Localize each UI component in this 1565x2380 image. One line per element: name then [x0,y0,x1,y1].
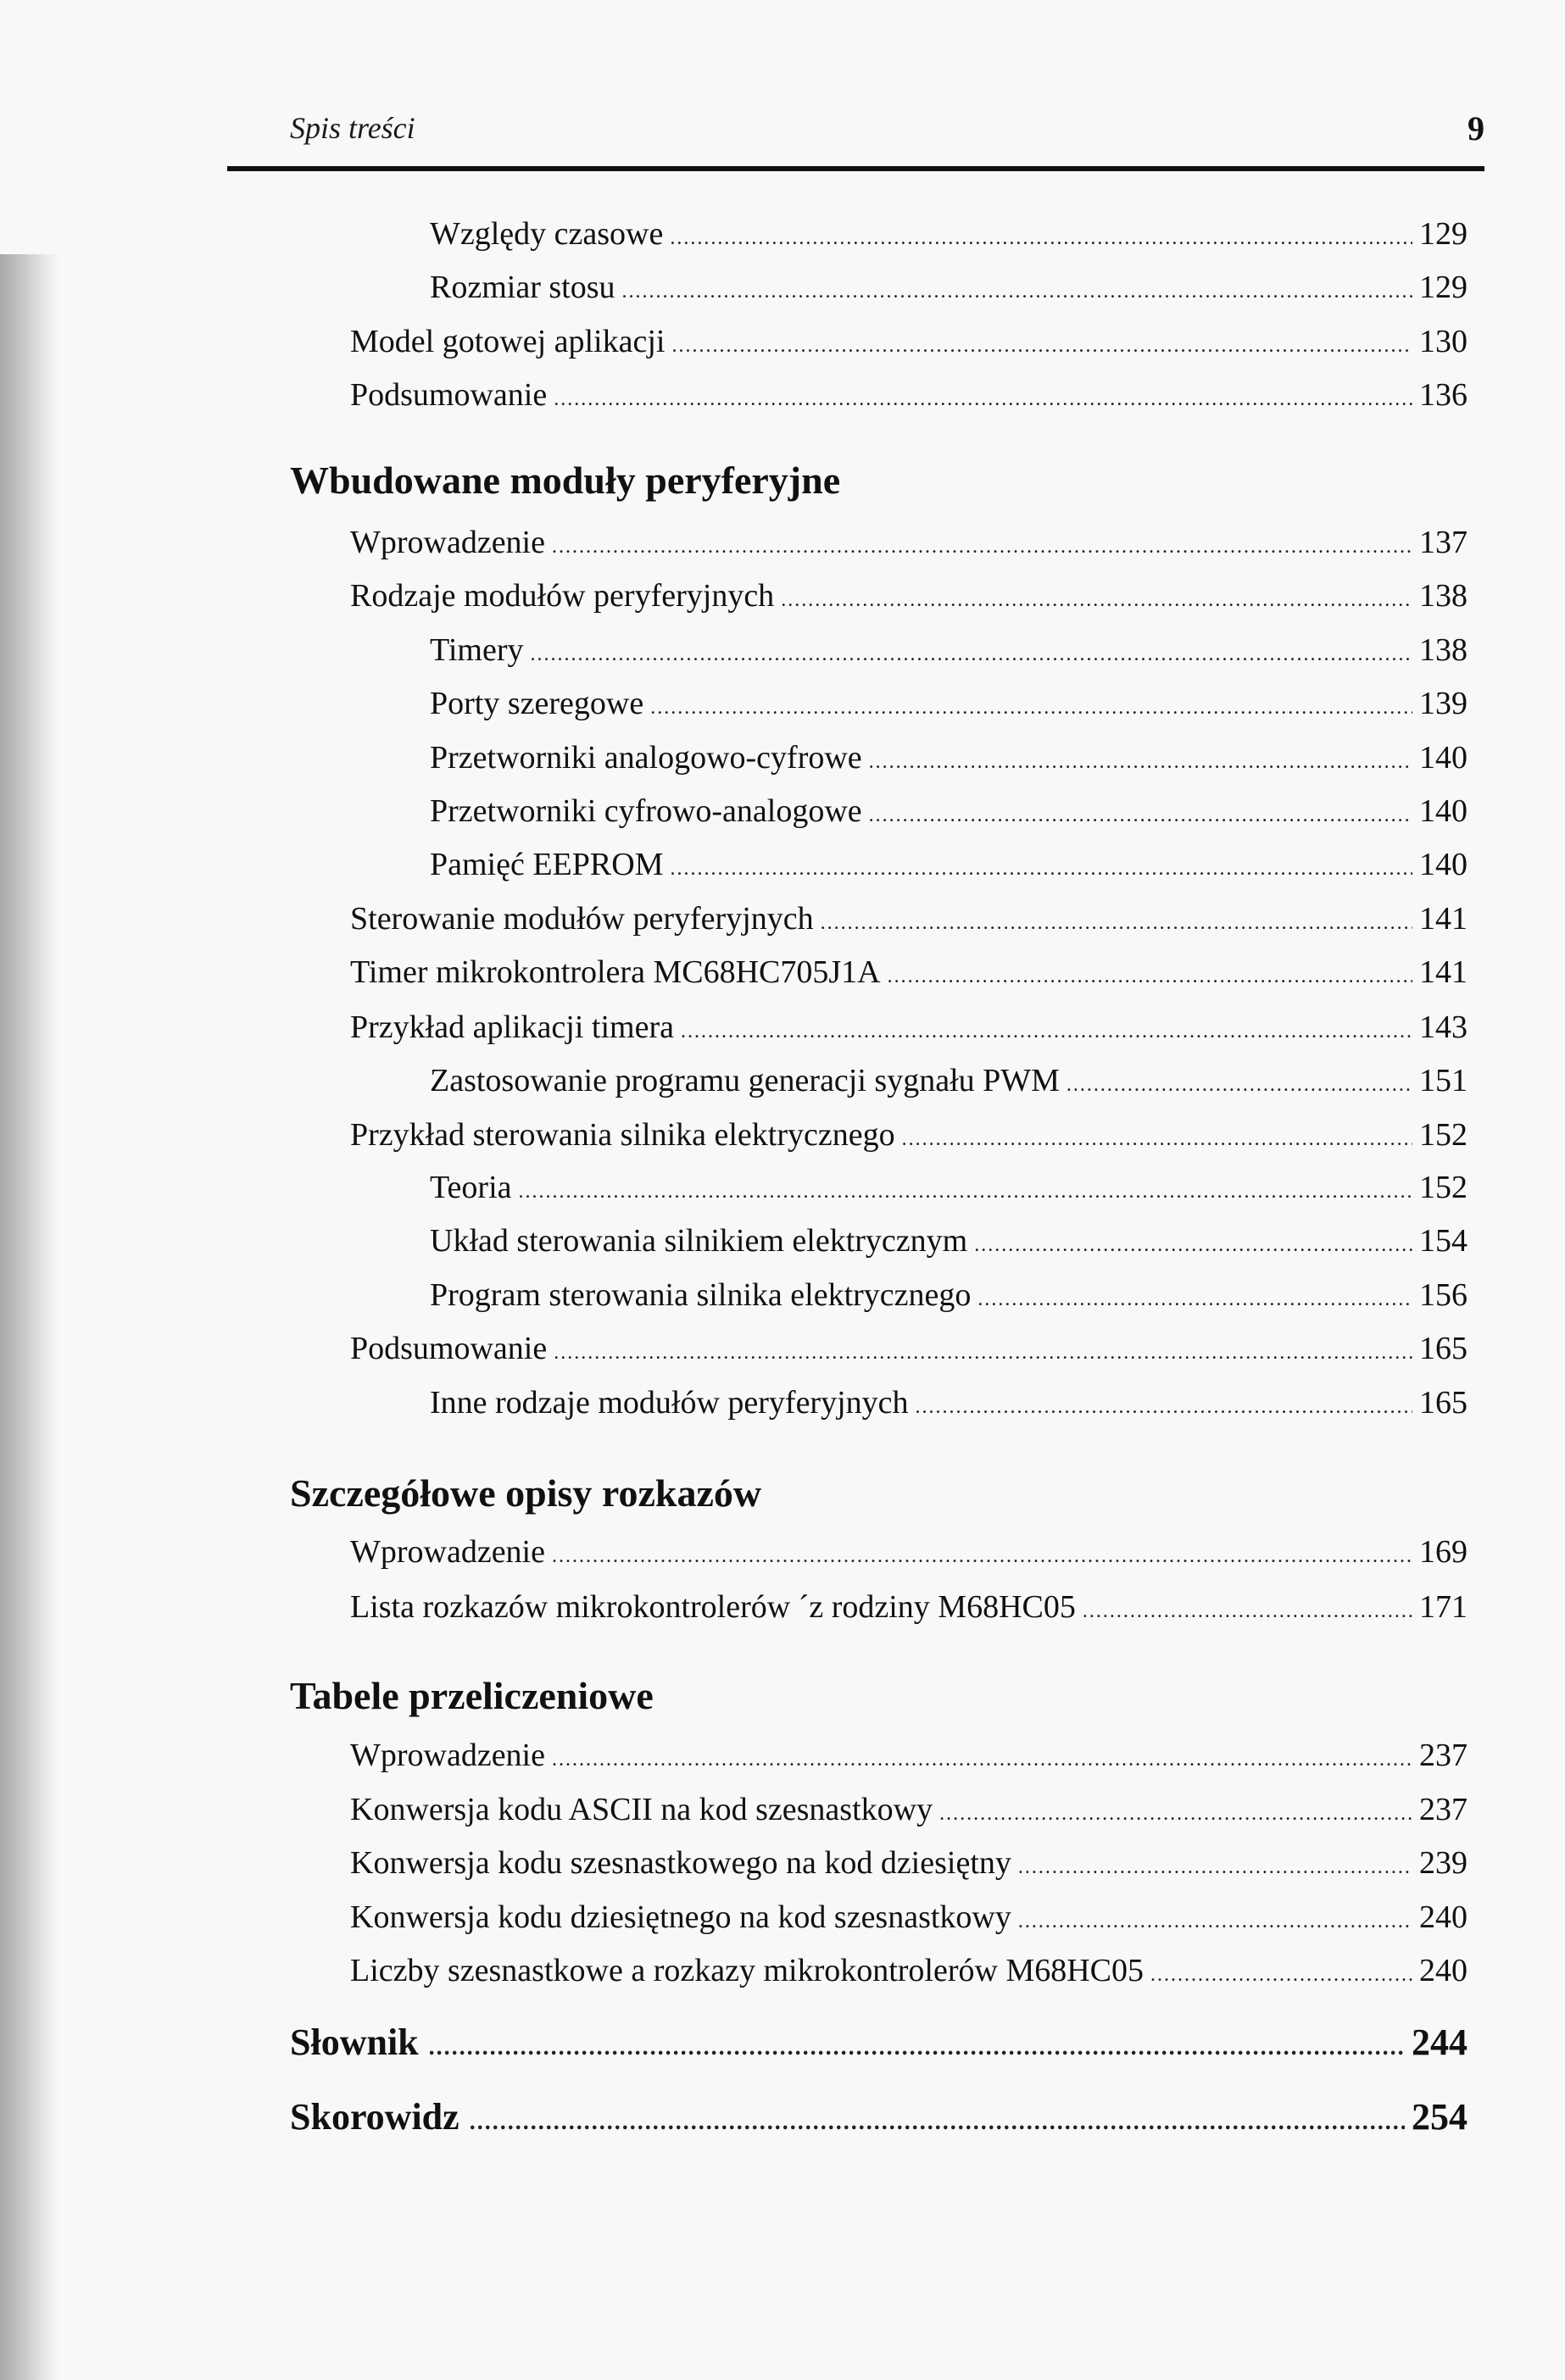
toc-entry[interactable] [350,1730,1468,1781]
toc-entry-page: 136 [1419,377,1468,413]
dot-leader [939,1788,1412,1839]
toc-entry-label: Porty szeregowe [430,686,644,721]
dot-leader [531,629,1412,680]
dot-leader [1083,1586,1412,1637]
toc-entry-label: Przetworniki cyfrowo-analogowe [430,793,862,829]
toc-entry-page: 130 [1419,324,1468,359]
dot-leader [1150,1949,1412,2000]
toc-entry[interactable] [350,893,1468,944]
toc-entry-page: 141 [1419,901,1468,937]
toc-entry-label: Konwersja kodu ASCII na kod szesnastkowy [350,1792,933,1827]
toc-entry[interactable] [350,947,1468,998]
toc-entry-page: 171 [1419,1589,1468,1625]
toc-entry-label: Przykład sterowania silnika elektrycznego [350,1117,895,1153]
dot-leader [869,790,1412,841]
toc-entry-label: Względy czasowe [430,216,664,252]
toc-entry-page: 138 [1419,578,1468,614]
toc-entry-label: Podsumowanie [350,377,548,413]
toc-entry[interactable] [430,1270,1468,1321]
toc-entry-label: Rozmiar stosu [430,270,615,305]
toc-entry[interactable] [430,1215,1468,1266]
toc-entry[interactable] [350,517,1468,568]
dot-leader [470,2097,1405,2148]
dot-leader [429,2022,1405,2073]
toc-entry[interactable] [430,262,1468,313]
toc-entry-label: Słownik [290,2021,419,2063]
toc-entry[interactable] [350,1582,1468,1632]
toc-entry-page: 165 [1419,1331,1468,1366]
toc-entry[interactable] [350,1892,1468,1943]
dot-leader [781,575,1412,626]
toc-entry-label: Konwersja kodu szesnastkowego na kod dziesiętny [350,1845,1011,1881]
dot-leader [974,1220,1412,1271]
toc-entry[interactable] [350,1838,1468,1888]
toc-entry-label: Sterowanie modułów peryferyjnych [350,901,814,937]
toc-entry[interactable] [430,678,1468,729]
toc-entry-page: 237 [1419,1738,1468,1773]
toc-entry-page: 141 [1419,954,1468,990]
toc-top-entry[interactable] [290,2017,1468,2068]
toc-entry-label: Program sterowania silnika elektrycznego [430,1277,972,1313]
toc-entry-label: Liczby szesnastkowe a rozkazy mikrokontrolerów M68HC05 [350,1953,1145,1988]
toc-entry-label: Zastosowanie programu generacji sygnału PWM [430,1063,1060,1098]
toc-entry-page: 140 [1419,740,1468,776]
toc-entry[interactable] [430,1162,1468,1213]
dot-leader [1018,1896,1412,1947]
toc-entry-page: 140 [1419,793,1468,829]
toc-entry[interactable] [350,1109,1468,1160]
dot-leader [554,1327,1412,1378]
toc-entry-page: 140 [1419,847,1468,882]
page-number: 9 [1468,109,1484,147]
header-rule [227,166,1484,171]
dot-leader [1067,1059,1412,1110]
toc-entry-page: 143 [1419,1009,1468,1045]
section-heading[interactable]: Wbudowane moduły peryferyjne [290,459,841,502]
toc-entry-label: Rodzaje modułów peryferyjnych [350,578,775,614]
running-title: Spis treści [290,111,415,145]
toc-entry-page: 137 [1419,525,1468,560]
toc-entry-label: Konwersja kodu dziesiętnego na kod szesnastkowy [350,1899,1011,1935]
dot-leader [869,737,1412,787]
toc-entry-page: 129 [1419,270,1468,305]
toc-entry-page: 152 [1419,1117,1468,1153]
dot-leader [552,521,1412,572]
toc-entry-label: Inne rodzaje modułów peryferyjnych [430,1385,909,1421]
toc-entry-page: 151 [1419,1063,1468,1098]
toc-entry[interactable] [430,1055,1468,1106]
toc-entry-label: Przykład aplikacji timera [350,1009,674,1045]
dot-leader [821,898,1412,948]
toc-entry[interactable] [350,1784,1468,1835]
section-heading[interactable]: Szczegółowe opisy rozkazów [290,1471,762,1515]
toc-entry-label: Teoria [430,1170,512,1205]
toc-entry-page: 154 [1419,1223,1468,1259]
toc-entry-page: 254 [1412,2096,1468,2138]
dot-leader [902,1114,1412,1165]
dot-leader [977,1274,1412,1325]
section-heading[interactable]: Tabele przeliczeniowe [290,1674,654,1717]
page-binding-shadow [0,254,59,2380]
toc-entry-page: 169 [1419,1534,1468,1570]
toc-entry-page: 156 [1419,1277,1468,1313]
dot-leader [554,374,1412,425]
toc-entry[interactable] [430,1377,1468,1428]
dot-leader [681,1006,1412,1057]
dot-leader [519,1166,1412,1217]
toc-entry-label: Timery [430,632,524,668]
toc-entry[interactable] [430,839,1468,890]
toc-entry-label: Pamięć EEPROM [430,847,664,882]
toc-entry[interactable] [430,732,1468,783]
toc-entry-label: Lista rozkazów mikrokontrolerów ´z rodziny M68HC05 [350,1589,1076,1625]
toc-entry-label: Skorowidz [290,2096,459,2138]
toc-top-entry[interactable] [290,2092,1468,2143]
toc-entry[interactable] [350,370,1468,420]
toc-entry[interactable] [350,570,1468,621]
toc-entry[interactable] [430,209,1468,259]
dot-leader [888,951,1412,1002]
toc-entry[interactable] [350,1945,1468,1996]
toc-entry-label: Wprowadzenie [350,525,545,560]
toc-entry[interactable] [430,786,1468,837]
dot-leader [552,1531,1412,1582]
dot-leader [670,213,1412,264]
dot-leader [650,682,1412,733]
dot-leader [671,320,1412,371]
toc-entry-page: 152 [1419,1170,1468,1205]
dot-leader [621,266,1412,317]
toc-entry-page: 138 [1419,632,1468,668]
dot-leader [916,1382,1412,1432]
toc-entry-label: Timer mikrokontrolera MC68HC705J1A [350,954,881,990]
toc-entry[interactable] [430,625,1468,676]
toc-entry-label: Wprowadzenie [350,1534,545,1570]
toc-entry[interactable] [350,316,1468,367]
dot-leader [1018,1842,1412,1893]
toc-entry-page: 129 [1419,216,1468,252]
toc-entry-page: 240 [1419,1899,1468,1935]
toc-entry-page: 165 [1419,1385,1468,1421]
toc-entry[interactable] [350,1323,1468,1374]
toc-entry-page: 139 [1419,686,1468,721]
toc-entry[interactable] [350,1526,1468,1577]
toc-entry-label: Podsumowanie [350,1331,548,1366]
toc-entry-page: 237 [1419,1792,1468,1827]
toc-entry[interactable] [350,1002,1468,1053]
dot-leader [552,1734,1412,1785]
toc-entry-label: Przetworniki analogowo-cyfrowe [430,740,862,776]
toc-entry-page: 239 [1419,1845,1468,1881]
toc-entry-label: Układ sterowania silnikiem elektrycznym [430,1223,968,1259]
toc-entry-page: 240 [1419,1953,1468,1988]
toc-entry-label: Wprowadzenie [350,1738,545,1773]
dot-leader [670,843,1412,894]
toc-entry-page: 244 [1412,2021,1468,2063]
toc-entry-label: Model gotowej aplikacji [350,324,666,359]
